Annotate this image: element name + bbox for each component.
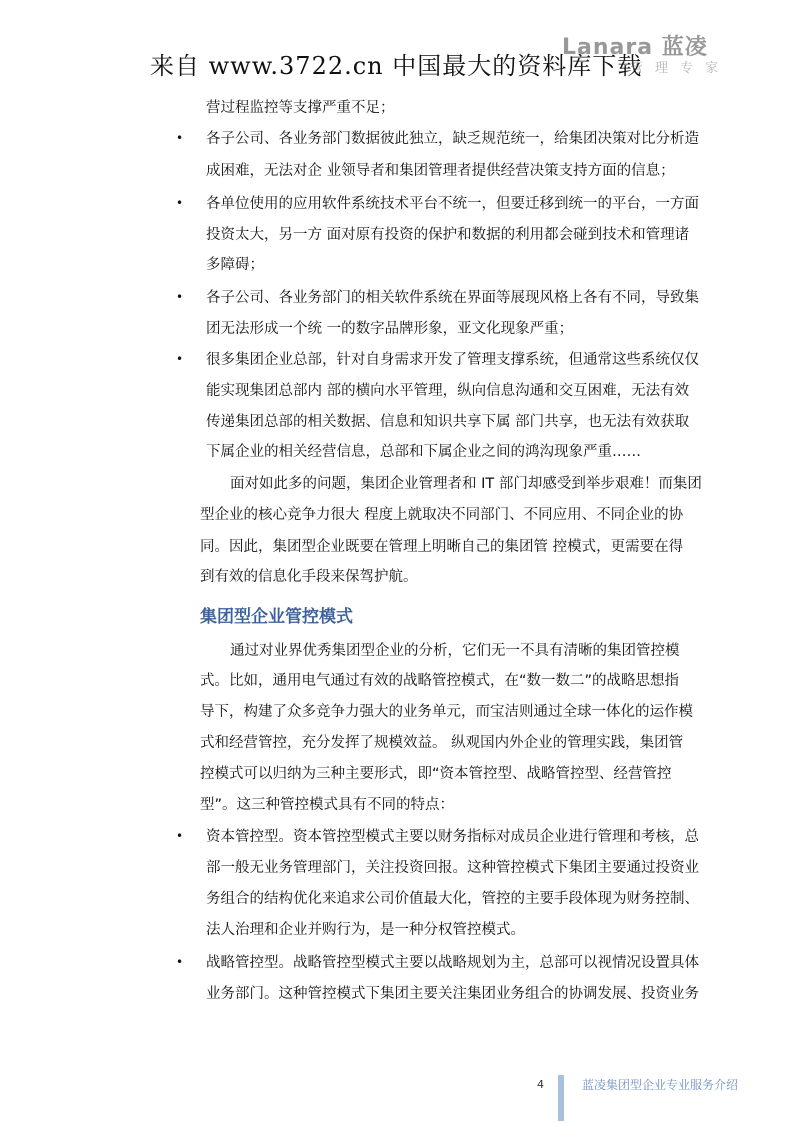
body-line: 团无法形成一个统 一的数字品牌形象，亚文化现象严重； [206,321,574,337]
bullet-icon: • [176,352,184,366]
body-line: 各子公司、各业务部门的相关软件系统在界面等展现风格上各有不同，导致集 [206,290,699,306]
body-line: 营过程监控等支撑严重不足； [206,100,395,116]
body-line: 务组合的结构优化来追求公司价值最大化，管控的主要手段体现为财务控制、 [206,891,699,907]
bullet-icon: • [176,290,184,304]
body-line: 很多集团企业总部，针对自身需求开发了管理支撑系统，但通常这些系统仅仅 [206,352,699,368]
body-line: 传递集团总部的相关数据、信息和知识共享下属 部门共享，也无法有效获取 [206,414,690,430]
body-line: 下属企业的相关经营信息，总部和下属企业之间的鸿沟现象严重…… [206,444,641,460]
footer-divider-bar [558,1075,564,1121]
bullet-icon: • [176,131,184,145]
body-line: 式和经营管控，充分发挥了规模效益。 纵观国内外企业的管理实践，集团管 [200,735,684,751]
bullet-icon: • [176,829,184,843]
header-banner: 来自 www.3722.cn 中国最大的资料库下载 [150,52,643,80]
footer-title: 蓝凌集团型企业专业服务介绍 [582,1078,739,1092]
body-line: 法人治理和企业并购行为，是一种分权管控模式。 [206,922,525,938]
body-line: 各单位使用的应用软件系统技术平台不统一，但要迁移到统一的平台，一方面 [206,196,699,212]
body-line: 成困难，无法对企 业领导者和集团管理者提供经营决策支持方面的信息； [206,163,675,179]
body-line: 导下，构建了众多竞争力强大的业务单元，而宝洁则通过全球一体化的运作模 [200,704,693,720]
body-line: 多障碍； [206,257,264,273]
body-line: 业务部门。这种管控模式下集团主要关注集团业务组合的协调发展、投资业务 [206,986,699,1002]
body-line: 式。比如，通用电气通过有效的战略管控模式，在“数一数二”的战略思想指 [200,673,680,689]
bullet-icon: • [176,955,184,969]
body-line: 同。因此，集团型企业既要在管理上明晰自己的集团管 控模式，更需要在得 [200,539,684,555]
body-line: 战略管控型。战略管控型模式主要以战略规划为主，总部可以视情况设置具体 [206,955,699,971]
body-line: 各子公司、各业务部门数据彼此独立，缺乏规范统一，给集团决策对比分析造 [206,131,699,147]
logo-wordmark: Lanara 蓝凌 [562,35,708,60]
body-line: 控模式可以归纳为三种主要形式，即“资本管控型、战略管控型、经营管控 [200,766,672,782]
body-line: 通过对业界优秀集团型企业的分析，它们无一不具有清晰的集团管控模 [230,643,680,659]
company-logo [562,30,732,74]
body-line: 资本管控型。资本管控型模式主要以财务指标对成员企业进行管理和考核，总 [206,829,699,845]
body-line: 型企业的核心竞争力很大 程度上就取决不同部门、不同应用、不同企业的协 [200,507,684,523]
body-line: 部一般无业务管理部门，关注投资回报。这种管控模式下集团主要通过投资业 [206,860,699,876]
body-line: 型”。这三种管控模式具有不同的特点： [200,797,455,813]
page-number: 4 [537,1078,544,1091]
section-title: 集团型企业管控模式 [200,607,353,627]
body-line: 面对如此多的问题，集团企业管理者和 IT 部门却感受到举步艰难！而集团 [230,476,702,492]
body-line: 投资太大，另一方 面对原有投资的保护和数据的利用都会碰到技术和管理诸 [206,227,690,243]
logo-tagline: 管理专家 [630,61,731,76]
body-line: 到有效的信息化手段来保驾护航。 [200,569,418,585]
bullet-icon: • [176,196,184,210]
body-line: 能实现集团总部内 部的横向水平管理，纵向信息沟通和交互困难，无法有效 [206,383,690,399]
